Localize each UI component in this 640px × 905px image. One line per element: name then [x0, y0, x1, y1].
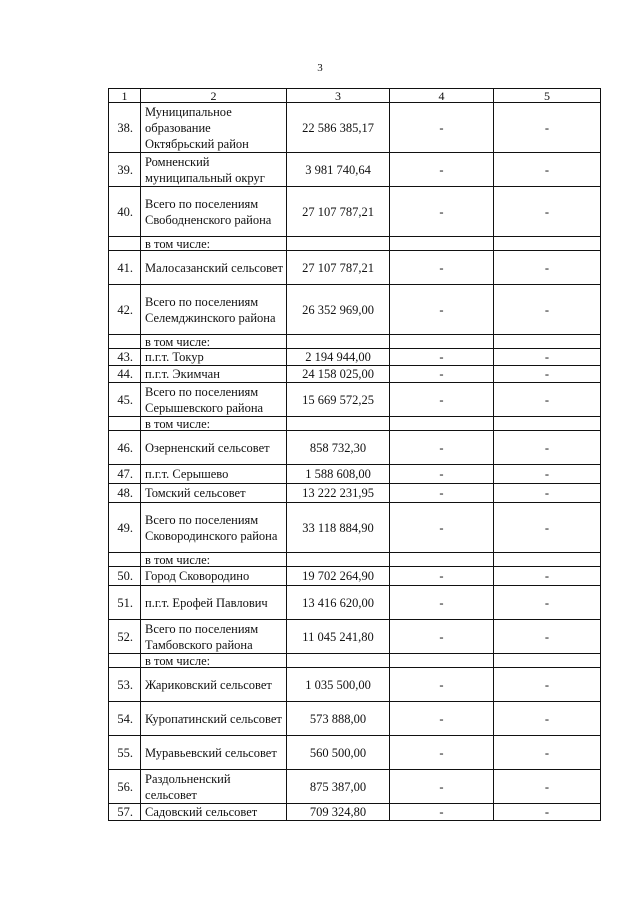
- row-col-4: -: [390, 804, 494, 821]
- row-name: в том числе:: [141, 335, 287, 349]
- row-amount: 15 669 572,25: [287, 383, 390, 417]
- row-col-4: -: [390, 366, 494, 383]
- row-col-5: -: [494, 586, 601, 620]
- row-col-5: -: [494, 383, 601, 417]
- row-amount: [287, 335, 390, 349]
- row-name: в том числе:: [141, 417, 287, 431]
- row-col-4: -: [390, 431, 494, 465]
- row-col-5: -: [494, 804, 601, 821]
- row-name: Всего по поселениям Тамбовского района: [141, 620, 287, 654]
- row-number: 56.: [109, 770, 141, 804]
- header-col-2: 2: [141, 89, 287, 103]
- row-amount: 709 324,80: [287, 804, 390, 821]
- row-number: 50.: [109, 567, 141, 586]
- row-col-5: -: [494, 431, 601, 465]
- row-col-5: -: [494, 187, 601, 237]
- row-col-4: -: [390, 349, 494, 366]
- row-number: 52.: [109, 620, 141, 654]
- row-amount: 27 107 787,21: [287, 187, 390, 237]
- row-name: Ромненский муниципальный округ: [141, 153, 287, 187]
- row-number: 48.: [109, 484, 141, 503]
- row-amount: 26 352 969,00: [287, 285, 390, 335]
- table-row: [109, 804, 601, 821]
- row-name: Всего по поселениям Серышевского района: [141, 383, 287, 417]
- row-amount: 11 045 241,80: [287, 620, 390, 654]
- row-number: 57.: [109, 804, 141, 821]
- row-col-4: -: [390, 251, 494, 285]
- row-col-4: -: [390, 285, 494, 335]
- table-row: [109, 383, 601, 417]
- header-col-4: 4: [390, 89, 494, 103]
- row-amount: [287, 237, 390, 251]
- row-amount: 1 035 500,00: [287, 668, 390, 702]
- row-amount: [287, 553, 390, 567]
- row-col-5: -: [494, 484, 601, 503]
- header-col-3: 3: [287, 89, 390, 103]
- row-col-5: -: [494, 702, 601, 736]
- subheader-row: [109, 654, 601, 668]
- row-amount: 24 158 025,00: [287, 366, 390, 383]
- row-col-4: [390, 237, 494, 251]
- row-name: п.г.т. Экимчан: [141, 366, 287, 383]
- row-col-5: -: [494, 251, 601, 285]
- row-col-4: [390, 417, 494, 431]
- header-col-5: 5: [494, 89, 601, 103]
- table-row: [109, 285, 601, 335]
- row-col-4: [390, 335, 494, 349]
- table-row: [109, 465, 601, 484]
- subheader-row: [109, 237, 601, 251]
- table-row: [109, 187, 601, 237]
- row-amount: 33 118 884,90: [287, 503, 390, 553]
- row-name: Всего по поселениям Сковородинского района: [141, 503, 287, 553]
- row-number: [109, 654, 141, 668]
- row-amount: 3 981 740,64: [287, 153, 390, 187]
- subheader-row: [109, 553, 601, 567]
- row-number: 54.: [109, 702, 141, 736]
- row-amount: 573 888,00: [287, 702, 390, 736]
- row-amount: 1 588 608,00: [287, 465, 390, 484]
- row-col-4: -: [390, 702, 494, 736]
- row-col-4: -: [390, 503, 494, 553]
- row-col-4: -: [390, 484, 494, 503]
- row-col-5: -: [494, 668, 601, 702]
- table-row: [109, 251, 601, 285]
- subheader-row: [109, 335, 601, 349]
- row-col-4: -: [390, 383, 494, 417]
- row-amount: 13 222 231,95: [287, 484, 390, 503]
- row-number: 55.: [109, 736, 141, 770]
- row-col-5: [494, 553, 601, 567]
- row-amount: 27 107 787,21: [287, 251, 390, 285]
- row-col-4: -: [390, 567, 494, 586]
- page-number: 3: [317, 62, 323, 74]
- row-col-4: -: [390, 586, 494, 620]
- row-col-5: -: [494, 620, 601, 654]
- row-col-4: -: [390, 465, 494, 484]
- row-name: Садовский сельсовет: [141, 804, 287, 821]
- row-name: Муравьевский сельсовет: [141, 736, 287, 770]
- row-name: п.г.т. Токур: [141, 349, 287, 366]
- row-amount: 875 387,00: [287, 770, 390, 804]
- row-col-5: -: [494, 465, 601, 484]
- table-row: [109, 770, 601, 804]
- row-number: [109, 417, 141, 431]
- table-row: [109, 503, 601, 553]
- row-amount: 22 586 385,17: [287, 103, 390, 153]
- row-number: 44.: [109, 366, 141, 383]
- row-col-5: -: [494, 285, 601, 335]
- row-name: в том числе:: [141, 553, 287, 567]
- row-number: 40.: [109, 187, 141, 237]
- row-col-4: [390, 553, 494, 567]
- row-amount: [287, 654, 390, 668]
- row-col-5: [494, 417, 601, 431]
- row-col-5: -: [494, 349, 601, 366]
- row-name: в том числе:: [141, 654, 287, 668]
- table-row: [109, 668, 601, 702]
- row-amount: 19 702 264,90: [287, 567, 390, 586]
- row-name: Озерненский сельсовет: [141, 431, 287, 465]
- table-row: [109, 586, 601, 620]
- table-row: [109, 103, 601, 153]
- row-amount: 2 194 944,00: [287, 349, 390, 366]
- row-name: в том числе:: [141, 237, 287, 251]
- row-amount: 560 500,00: [287, 736, 390, 770]
- row-col-5: -: [494, 153, 601, 187]
- row-col-4: -: [390, 103, 494, 153]
- row-number: [109, 335, 141, 349]
- row-name: п.г.т. Серышево: [141, 465, 287, 484]
- row-number: 42.: [109, 285, 141, 335]
- header-col-1: 1: [109, 89, 141, 103]
- row-col-5: -: [494, 736, 601, 770]
- row-number: [109, 237, 141, 251]
- budget-table: [108, 88, 601, 821]
- row-col-4: -: [390, 187, 494, 237]
- row-number: 47.: [109, 465, 141, 484]
- table-header: [109, 89, 601, 103]
- row-name: Куропатинский сельсовет: [141, 702, 287, 736]
- row-col-4: -: [390, 620, 494, 654]
- table-row: [109, 484, 601, 503]
- row-number: 49.: [109, 503, 141, 553]
- table-row: [109, 349, 601, 366]
- row-name: Малосазанский сельсовет: [141, 251, 287, 285]
- table-row: [109, 366, 601, 383]
- row-col-5: -: [494, 567, 601, 586]
- table-row: [109, 702, 601, 736]
- row-col-5: [494, 335, 601, 349]
- row-name: Всего по поселениям Свободненского района: [141, 187, 287, 237]
- table-row: [109, 153, 601, 187]
- row-number: 53.: [109, 668, 141, 702]
- table-body: [109, 103, 601, 821]
- row-col-5: -: [494, 503, 601, 553]
- row-col-5: -: [494, 366, 601, 383]
- row-amount: 858 732,30: [287, 431, 390, 465]
- row-name: Город Сковородино: [141, 567, 287, 586]
- row-number: 46.: [109, 431, 141, 465]
- row-name: Жариковский сельсовет: [141, 668, 287, 702]
- table-row: [109, 567, 601, 586]
- row-col-4: -: [390, 770, 494, 804]
- row-col-5: -: [494, 770, 601, 804]
- row-col-4: -: [390, 153, 494, 187]
- row-name: Томский сельсовет: [141, 484, 287, 503]
- row-number: [109, 553, 141, 567]
- row-name: Раздольненский сельсовет: [141, 770, 287, 804]
- row-number: 41.: [109, 251, 141, 285]
- row-number: 39.: [109, 153, 141, 187]
- row-number: 43.: [109, 349, 141, 366]
- row-number: 51.: [109, 586, 141, 620]
- row-col-4: [390, 654, 494, 668]
- table-row: [109, 736, 601, 770]
- row-col-4: -: [390, 736, 494, 770]
- subheader-row: [109, 417, 601, 431]
- row-name: Всего по поселениям Селемджинского района: [141, 285, 287, 335]
- row-col-5: -: [494, 103, 601, 153]
- header-row: [109, 89, 601, 103]
- row-amount: 13 416 620,00: [287, 586, 390, 620]
- table-row: [109, 431, 601, 465]
- table-row: [109, 620, 601, 654]
- row-number: 38.: [109, 103, 141, 153]
- row-name: п.г.т. Ерофей Павлович: [141, 586, 287, 620]
- row-col-5: [494, 237, 601, 251]
- row-col-4: -: [390, 668, 494, 702]
- row-name: Муниципальное образование Октябрьский район: [141, 103, 287, 153]
- row-number: 45.: [109, 383, 141, 417]
- row-amount: [287, 417, 390, 431]
- row-col-5: [494, 654, 601, 668]
